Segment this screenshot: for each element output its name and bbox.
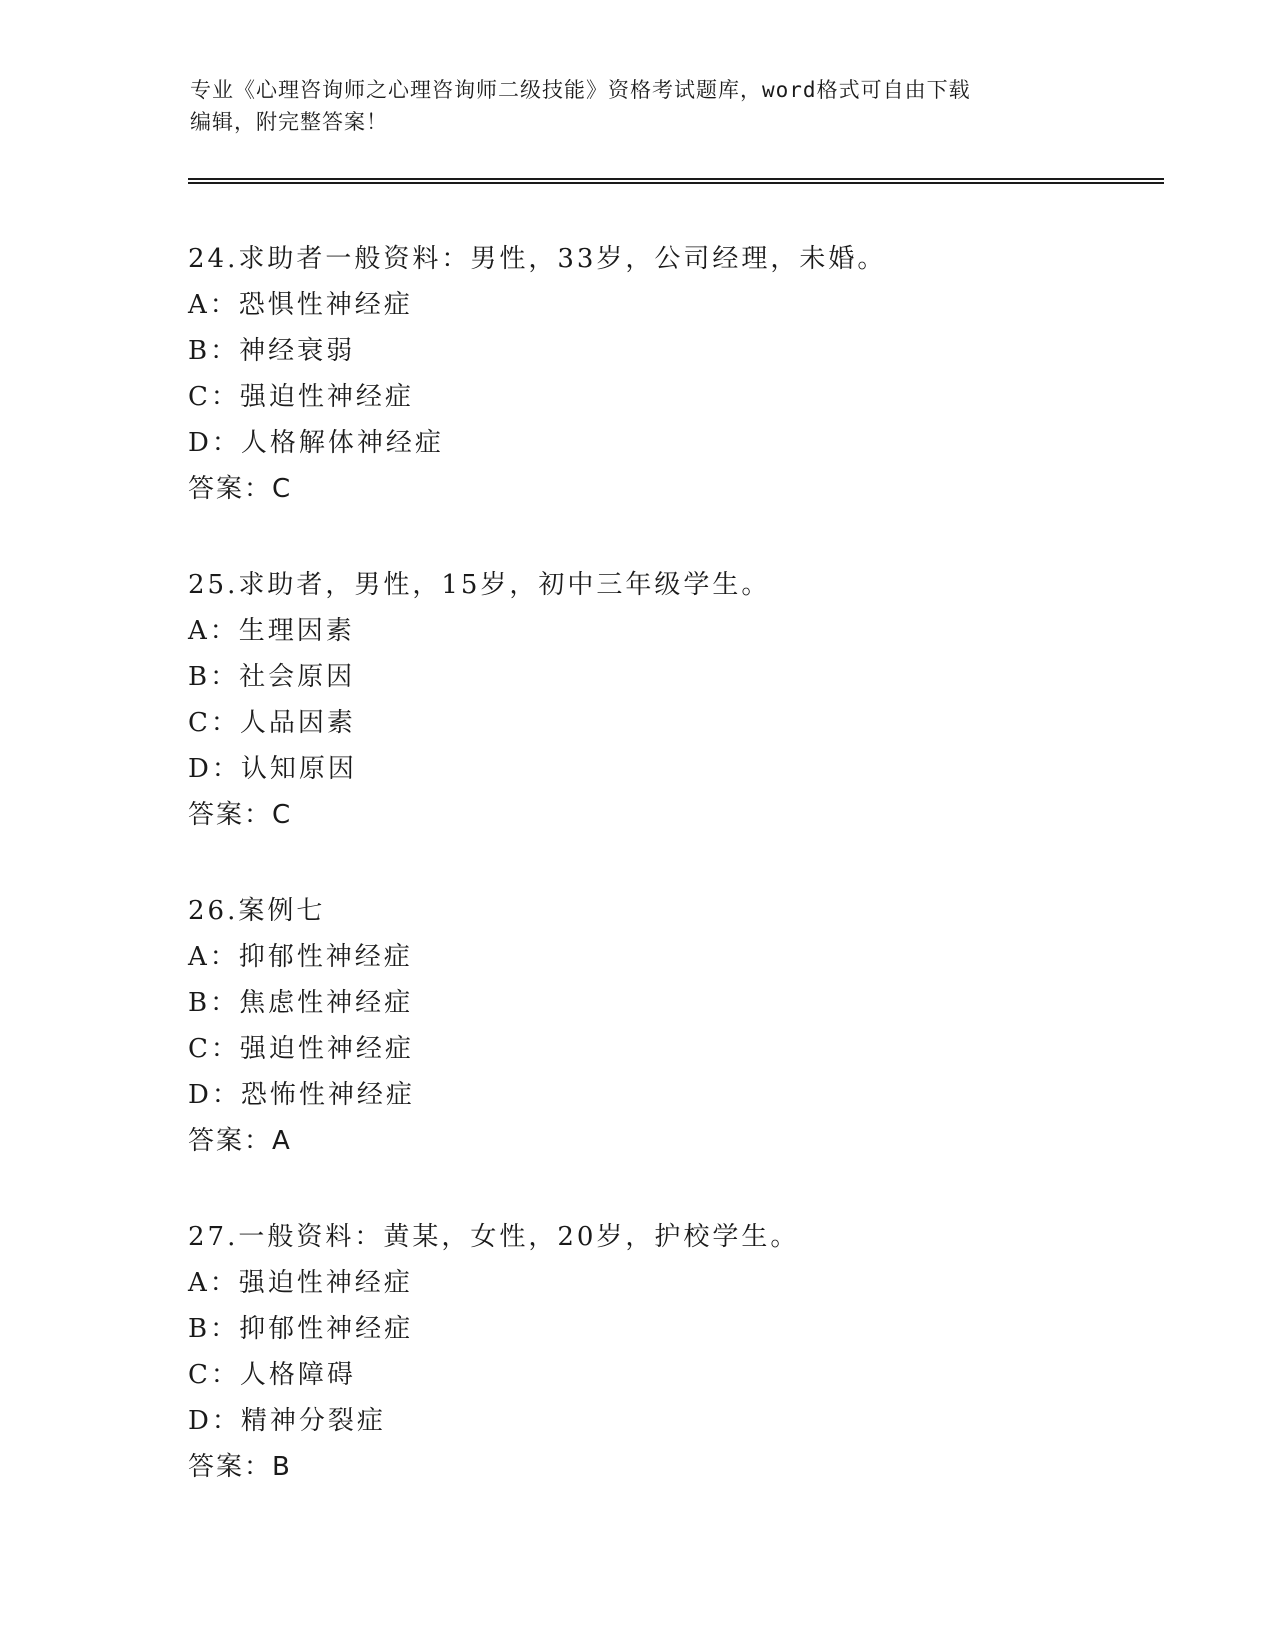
- option-b: B：神经衰弱: [188, 336, 356, 366]
- document-header: [190, 74, 1090, 138]
- option-a: A：恐惧性神经症: [188, 290, 413, 320]
- option-d: D：精神分裂症: [188, 1406, 386, 1436]
- header-line-1: 专业《心理咨询师之心理咨询师二级技能》资格考试题库，word格式可自由下载: [190, 78, 971, 102]
- option-c: C：强迫性神经症: [188, 382, 414, 412]
- option-a: A：生理因素: [188, 616, 355, 646]
- question-27: [188, 1214, 1168, 1490]
- option-a: A：抑郁性神经症: [188, 942, 413, 972]
- question-26: [188, 888, 1168, 1164]
- question-25: [188, 562, 1168, 838]
- question-list: [188, 236, 1168, 1540]
- option-c: C：强迫性神经症: [188, 1034, 414, 1064]
- option-d: D：人格解体神经症: [188, 428, 444, 458]
- question-24: [188, 236, 1168, 512]
- question-stem: 25.求助者，男性，15岁，初中三年级学生。: [188, 570, 771, 600]
- header-line-2: 编辑，附完整答案！: [190, 110, 388, 134]
- question-stem: 26.案例七: [188, 896, 326, 926]
- option-d: D：恐怖性神经症: [188, 1080, 415, 1110]
- option-c: C：人格障碍: [188, 1360, 356, 1390]
- answer-label: 答案：B: [188, 1452, 292, 1482]
- option-b: B：社会原因: [188, 662, 356, 692]
- header-divider: [188, 178, 1164, 184]
- answer-label: 答案：A: [188, 1126, 292, 1156]
- answer-label: 答案：C: [188, 800, 293, 830]
- question-stem: 27.一般资料：黄某，女性，20岁，护校学生。: [188, 1222, 800, 1252]
- answer-label: 答案：C: [188, 474, 293, 504]
- option-b: B：抑郁性神经症: [188, 1314, 414, 1344]
- option-d: D：认知原因: [188, 754, 357, 784]
- option-a: A：强迫性神经症: [188, 1268, 413, 1298]
- option-b: B：焦虑性神经症: [188, 988, 414, 1018]
- option-c: C：人品因素: [188, 708, 356, 738]
- question-stem: 24.求助者一般资料：男性，33岁，公司经理，未婚。: [188, 244, 887, 274]
